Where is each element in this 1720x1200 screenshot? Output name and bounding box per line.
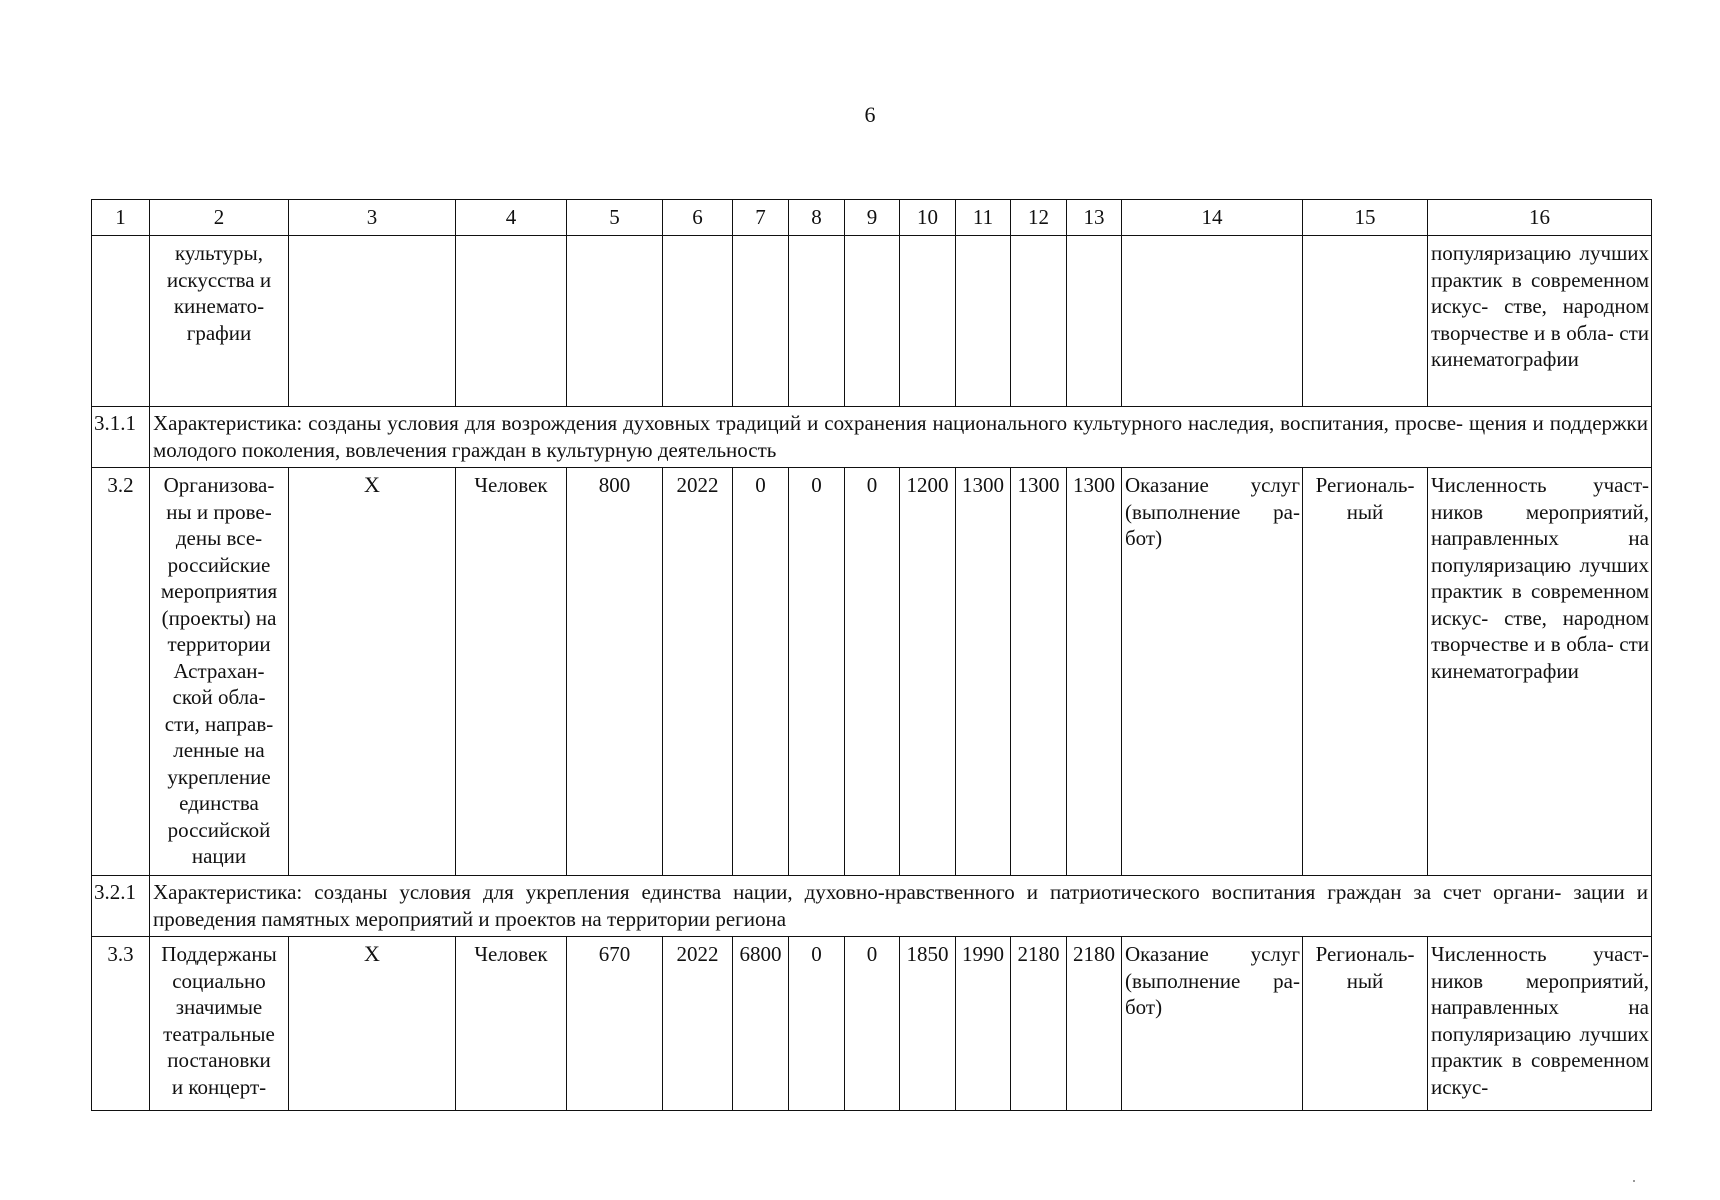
value-col-9: 0 <box>845 937 900 1111</box>
value-col-9: 0 <box>845 468 900 876</box>
column-number: 14 <box>1122 200 1303 236</box>
result-description: Численность участ- ников мероприятий, направленных на популяризацию лучших практик в современном искус- <box>1428 937 1652 1111</box>
scan-speck <box>1633 1180 1635 1182</box>
value-col-10: 1850 <box>900 937 956 1111</box>
page-number: 6 <box>864 102 876 127</box>
empty-cell <box>845 236 900 407</box>
event-level: Региональ- ный <box>1315 942 1415 993</box>
empty-cell <box>1011 236 1067 407</box>
indicator-name: Поддержаны социально значимые театральные постановки и концерт- <box>161 942 277 1099</box>
base-value: 800 <box>567 468 663 876</box>
empty-cell <box>789 236 845 407</box>
value-col-8: 0 <box>789 937 845 1111</box>
x-mark: Х <box>289 937 456 1111</box>
characteristic-row <box>92 407 1652 468</box>
empty-cell <box>567 236 663 407</box>
result-description-continued: популяризацию лучших практик в современном искус- стве, народном творчестве и в обла- сти кинематографии <box>1428 236 1652 407</box>
table-row-3-3 <box>92 937 1652 1111</box>
base-value: 670 <box>567 937 663 1111</box>
column-number: 10 <box>900 200 956 236</box>
empty-cell <box>1122 236 1303 407</box>
value-col-8: 0 <box>789 468 845 876</box>
column-number: 4 <box>456 200 567 236</box>
empty-cell <box>92 236 150 407</box>
indicator-name-cell <box>150 937 289 1111</box>
table-row-continued <box>92 236 1652 407</box>
indicator-name: Организова- ны и прове- дены все- российские мероприятия (проекты) на территории Астрахан- ской обла- сти, направ- ленные на укрепление единства российской нации <box>160 473 278 868</box>
value-col-13: 2180 <box>1067 937 1122 1111</box>
column-number: 13 <box>1067 200 1122 236</box>
event-level-cell <box>1303 937 1428 1111</box>
indicators-table <box>91 199 1652 1111</box>
column-number: 3 <box>289 200 456 236</box>
empty-cell <box>1303 236 1428 407</box>
column-number-header-row <box>92 200 1652 236</box>
column-number: 6 <box>663 200 733 236</box>
indicator-name-cell <box>150 236 289 407</box>
column-number: 9 <box>845 200 900 236</box>
event-level-cell <box>1303 468 1428 876</box>
indicator-name-continued: культуры, искусства и кинемато- графии <box>166 241 272 345</box>
empty-cell <box>1067 236 1122 407</box>
value-col-10: 1200 <box>900 468 956 876</box>
unit-of-measure: Человек <box>456 937 567 1111</box>
value-col-7: 0 <box>733 468 789 876</box>
event-type: Оказание услуг (выполнение ра- бот) <box>1122 937 1303 1111</box>
empty-cell <box>289 236 456 407</box>
table-row-3-2 <box>92 468 1652 876</box>
column-number: 15 <box>1303 200 1428 236</box>
value-col-11: 1990 <box>956 937 1011 1111</box>
base-year: 2022 <box>663 468 733 876</box>
value-col-12: 1300 <box>1011 468 1067 876</box>
column-number: 8 <box>789 200 845 236</box>
row-number: 3.3 <box>92 937 150 1111</box>
base-year: 2022 <box>663 937 733 1111</box>
column-number: 2 <box>150 200 289 236</box>
characteristic-row <box>92 876 1652 937</box>
result-description: Численность участ- ников мероприятий, направленных на популяризацию лучших практик в современном искус- стве, народном творчестве и в обла- сти кинематографии <box>1428 468 1652 876</box>
empty-cell <box>956 236 1011 407</box>
characteristic-text: Характеристика: созданы условия для возрождения духовных традиций и сохранения национального культурного наследия, воспитания, просве- щения и поддержки молодого поколения, вовлечения граждан в культурную деятельность <box>150 407 1652 468</box>
indicator-name-cell <box>150 468 289 876</box>
event-level: Региональ- ный <box>1315 473 1415 524</box>
section-number: 3.2.1 <box>92 876 150 937</box>
empty-cell <box>900 236 956 407</box>
event-type: Оказание услуг (выполнение ра- бот) <box>1122 468 1303 876</box>
empty-cell <box>733 236 789 407</box>
value-col-13: 1300 <box>1067 468 1122 876</box>
column-number: 7 <box>733 200 789 236</box>
column-number: 12 <box>1011 200 1067 236</box>
section-number: 3.1.1 <box>92 407 150 468</box>
x-mark: Х <box>289 468 456 876</box>
column-number: 16 <box>1428 200 1652 236</box>
column-number: 11 <box>956 200 1011 236</box>
column-number: 5 <box>567 200 663 236</box>
empty-cell <box>456 236 567 407</box>
characteristic-text: Характеристика: созданы условия для укрепления единства нации, духовно-нравственного и патриотического воспитания граждан за счет органи- зации и проведения памятных мероприятий и проектов на территории региона <box>150 876 1652 937</box>
empty-cell <box>663 236 733 407</box>
value-col-11: 1300 <box>956 468 1011 876</box>
column-number: 1 <box>92 200 150 236</box>
value-col-12: 2180 <box>1011 937 1067 1111</box>
value-col-7: 6800 <box>733 937 789 1111</box>
unit-of-measure: Человек <box>456 468 567 876</box>
row-number: 3.2 <box>92 468 150 876</box>
